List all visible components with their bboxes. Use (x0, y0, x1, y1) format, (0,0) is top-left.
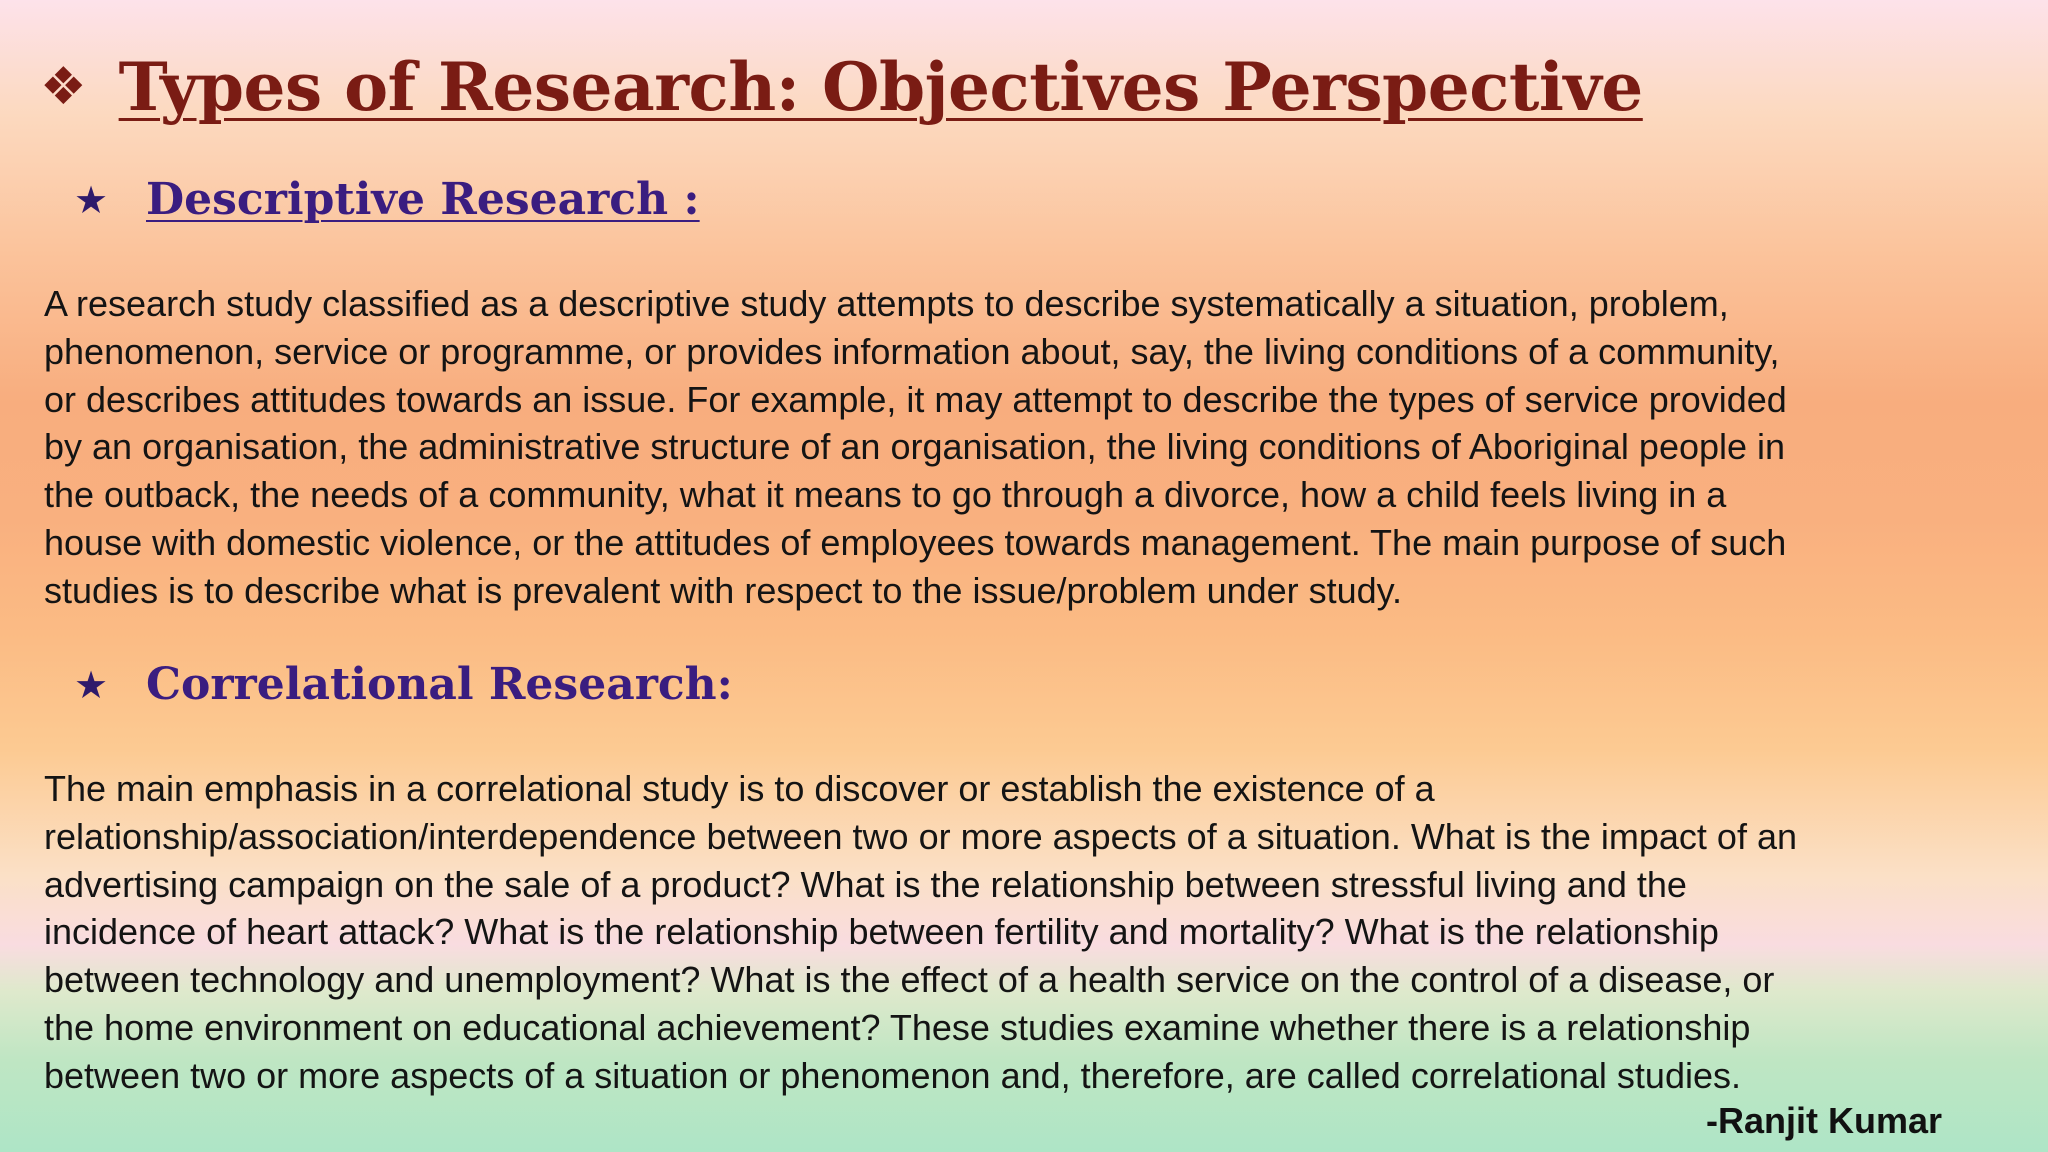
star-bullet-icon: ★ (74, 177, 109, 222)
diamond-bullet-icon: ❖ (40, 57, 87, 117)
paragraph-descriptive (44, 280, 2029, 615)
paragraph-line: relationship/association/interdependence between two or more aspects of a situation. What is the impact of an (44, 815, 1797, 857)
paragraph-line: or describes attitudes towards an issue. For example, it may attempt to describe the types of service provided (44, 378, 1787, 420)
paragraph-line: studies is to describe what is prevalent with respect to the issue/problem under study. (44, 569, 1403, 611)
star-bullet-icon: ★ (74, 662, 109, 707)
paragraph-line: house with domestic violence, or the attitudes of employees towards management. The main purpose of such (44, 521, 1787, 563)
paragraph-line: the outback, the needs of a community, what it means to go through a divorce, how a child feels living in a (44, 474, 1727, 516)
paragraph-line: phenomenon, service or programme, or provides information about, say, the living conditions of a community, (44, 330, 1780, 372)
paragraph-line: advertising campaign on the sale of a product? What is the relationship between stressful living and the (44, 863, 1687, 905)
section-heading-correlational (74, 659, 733, 710)
paragraph-line: by an organisation, the administrative structure of an organisation, the living conditions of Aboriginal people in (44, 426, 1786, 468)
heading-correlational-research: Correlational Research: (146, 659, 733, 710)
page-title: Types of Research: Objectives Perspective (118, 48, 1643, 126)
paragraph-line: A research study classified as a descriptive study attempts to describe systematically a situation, problem, (44, 283, 1729, 324)
section-heading-descriptive (74, 174, 700, 225)
paragraph-line: between two or more aspects of a situation or phenomenon and, therefore, are called correlational studies. (44, 1054, 1741, 1096)
paragraph-line: between technology and unemployment? What is the effect of a health service on the control of a disease, or (44, 959, 1775, 1001)
heading-descriptive-research: Descriptive Research : (146, 174, 700, 225)
paragraph-line: The main emphasis in a correlational study is to discover or establish the existence of a (44, 768, 1435, 809)
paragraph-line: the home environment on educational achievement? These studies examine whether there is a relationship (44, 1006, 1751, 1048)
paragraph-correlational (44, 765, 2029, 1100)
paragraph-line: incidence of heart attack? What is the relationship between fertility and mortality? What is the relationship (44, 911, 1719, 953)
slide-title (40, 48, 1643, 126)
author-credit: -Ranjit Kumar (1705, 1100, 1942, 1141)
